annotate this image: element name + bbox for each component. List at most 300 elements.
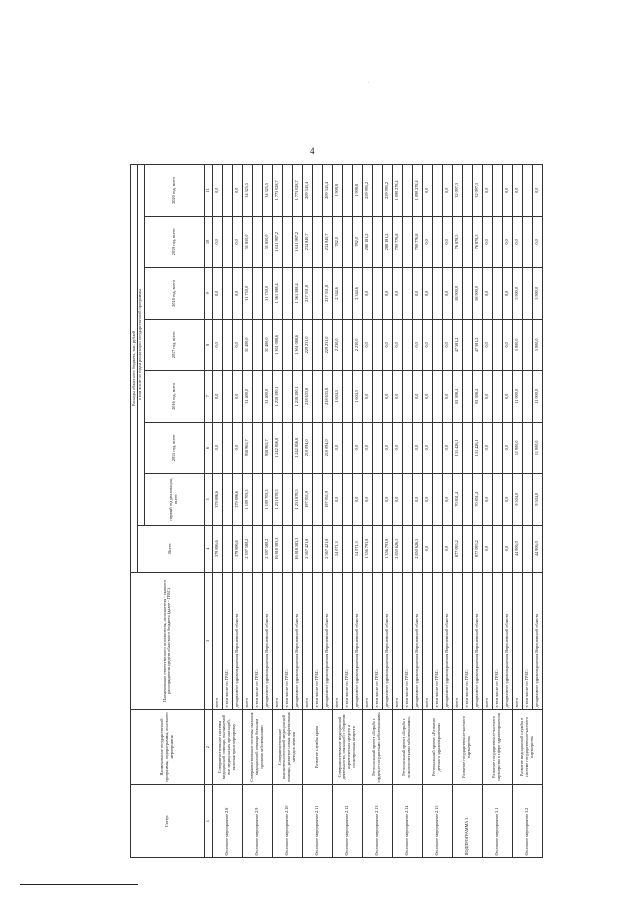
row-source: в том числе по ГРБС:: [402, 572, 412, 709]
amount-cell: 0,0: [382, 319, 392, 370]
amount-cell: 234 940,7: [322, 216, 332, 267]
amount-cell: [372, 268, 382, 319]
amount-cell: 0,0: [232, 422, 242, 473]
row-program-name: Региональный проект «Борьба с сердечно-сосудистыми заболеваниями»: [362, 710, 392, 785]
amount-cell: 218 633,8: [322, 371, 332, 422]
amount-cell: 2 397 580,2: [242, 525, 252, 572]
amount-cell: 0,0: [382, 474, 392, 525]
row-source: всего: [422, 572, 432, 709]
amount-cell: 0,0: [482, 165, 492, 217]
amount-cell: [402, 268, 412, 319]
amount-cell: 31 400,0: [242, 319, 252, 370]
amount-cell: [312, 422, 322, 473]
amount-cell: 1 218 590,1: [292, 371, 302, 422]
amount-cell: [402, 216, 412, 267]
amount-cell: 379 896,6: [212, 474, 222, 525]
amount-cell: [522, 268, 532, 319]
amount-cell: 0,0: [412, 474, 422, 525]
rotated-table-frame: [130, 164, 539, 858]
amount-cell: 44 906,0: [532, 525, 542, 572]
table-row: [392, 165, 402, 858]
amount-cell: 288 181,2: [382, 216, 392, 267]
row-source: департамент здравоохранения Воронежской области: [322, 572, 332, 709]
header-name: Наименование государственной программы, подпрограммы, основного мероприятия: [131, 710, 205, 785]
amount-cell: 70 851,4: [472, 474, 482, 525]
row-status: Основное мероприятие 2.12: [332, 785, 362, 858]
amount-cell: 11 900,0: [512, 422, 522, 473]
amount-cell: 9 504,0: [532, 474, 542, 525]
amount-cell: [222, 525, 232, 572]
amount-cell: [282, 216, 292, 267]
header-row-1: [131, 165, 138, 858]
amount-cell: 1 251 878,5: [292, 474, 302, 525]
amount-cell: 197 951,9: [302, 474, 312, 525]
amount-cell: 81 308,4: [472, 371, 482, 422]
amount-cell: [222, 268, 232, 319]
amount-cell: 2 230,0: [352, 319, 362, 370]
amount-cell: 0,0: [412, 319, 422, 370]
amount-cell: 1 908,8: [332, 165, 342, 217]
amount-cell: 0,0: [502, 216, 512, 267]
amount-cell: 0,0: [482, 216, 492, 267]
amount-cell: 237 331,8: [302, 268, 312, 319]
amount-cell: [312, 319, 322, 370]
amount-cell: 31 850,0: [242, 216, 252, 267]
amount-cell: [282, 319, 292, 370]
amount-cell: 47 381,2: [472, 319, 482, 370]
amount-cell: 234 940,7: [302, 216, 312, 267]
amount-cell: 131 426,1: [452, 422, 462, 473]
amount-cell: [252, 319, 262, 370]
amount-cell: 0,0: [422, 268, 432, 319]
footer-rule: [20, 884, 138, 885]
amount-cell: 0,0: [232, 165, 242, 217]
amount-cell: [342, 165, 352, 217]
amount-cell: [432, 165, 442, 217]
amount-cell: 70 851,4: [452, 474, 462, 525]
amount-cell: [522, 525, 532, 572]
amount-cell: [492, 165, 502, 217]
amount-cell: 877 095,2: [472, 525, 482, 572]
row-source: в том числе по ГРБС:: [522, 572, 532, 709]
amount-cell: 2 397 580,2: [262, 525, 272, 572]
amount-cell: 0,0: [212, 422, 222, 473]
amount-cell: 0,0: [392, 371, 402, 422]
amount-cell: [342, 216, 352, 267]
amount-cell: 0,0: [442, 268, 452, 319]
row-program-name: Развитие медицинской службы в системе государственно-частного партнерства: [512, 710, 542, 785]
amount-cell: 210 094,0: [302, 422, 312, 473]
amount-cell: 0,0: [442, 474, 452, 525]
row-source: департамент здравоохранения Воронежской области: [232, 572, 242, 709]
amount-cell: [252, 216, 262, 267]
amount-cell: 1 773 028,7: [292, 165, 302, 217]
amount-cell: 0,0: [392, 319, 402, 370]
amount-cell: 1 611 987,2: [292, 216, 302, 267]
amount-cell: 0,0: [532, 165, 542, 217]
amount-cell: [432, 319, 442, 370]
amount-cell: [492, 319, 502, 370]
amount-cell: [282, 474, 292, 525]
table-row: [512, 165, 522, 858]
amount-cell: [462, 216, 472, 267]
amount-cell: 209 345,4: [322, 165, 332, 217]
column-number: 2: [204, 710, 212, 785]
amount-cell: 11 900,0: [532, 422, 542, 473]
header-year: первый год реализации, всего: [144, 474, 204, 525]
row-program-name: Региональный проект «Борьба с онкологическими заболеваниями»: [392, 710, 422, 785]
amount-cell: [432, 525, 442, 572]
amount-cell: [372, 422, 382, 473]
row-source: всего: [212, 572, 222, 709]
amount-cell: 1 604,5: [352, 371, 362, 422]
amount-cell: 2 230,0: [332, 319, 342, 370]
amount-cell: [312, 525, 322, 572]
amount-cell: [342, 474, 352, 525]
amount-cell: 0,0: [442, 216, 452, 267]
amount-cell: 210 094,0: [322, 422, 332, 473]
amount-cell: 1 604,5: [332, 371, 342, 422]
table-row: [212, 165, 222, 858]
header-total: Всего: [137, 525, 204, 572]
amount-cell: [342, 371, 352, 422]
amount-cell: [252, 371, 262, 422]
column-number: 4: [204, 525, 212, 572]
row-program-name: Совершенствование системы оказания медицинской помощи больным прочими заболеваниями: [242, 710, 272, 785]
amount-cell: [522, 216, 532, 267]
amount-cell: 31 750,0: [242, 268, 252, 319]
row-source: в том числе по ГРБС:: [492, 572, 502, 709]
amount-cell: 0,0: [232, 319, 242, 370]
amount-cell: 0,0: [362, 268, 372, 319]
amount-cell: 0,0: [212, 165, 222, 217]
column-number: 9: [204, 268, 212, 319]
amount-cell: 0,0: [482, 525, 492, 572]
header-year: 2019 год, всего: [144, 216, 204, 267]
amount-cell: 58 900,0: [472, 268, 482, 319]
amount-cell: 0,0: [382, 371, 392, 422]
amount-cell: 9 504,0: [512, 474, 522, 525]
amount-cell: [312, 268, 322, 319]
amount-cell: 31 400,0: [242, 371, 252, 422]
amount-cell: [282, 525, 292, 572]
column-number: 1: [204, 785, 212, 858]
amount-cell: 218 633,8: [302, 371, 312, 422]
amount-cell: [312, 165, 322, 217]
row-source: департамент здравоохранения Воронежской области: [262, 572, 272, 709]
row-status: Основное мероприятие 2.9: [242, 785, 272, 858]
amount-cell: [222, 371, 232, 422]
header-year: 2018 год, всего: [144, 268, 204, 319]
amount-cell: 0,0: [422, 422, 432, 473]
page-number: 4: [310, 146, 315, 156]
amount-cell: 0,0: [482, 268, 492, 319]
amount-cell: 131 426,1: [472, 422, 482, 473]
amount-cell: [222, 319, 232, 370]
amount-cell: [492, 216, 502, 267]
row-status: Основное мероприятие 3.2: [512, 785, 542, 858]
amount-cell: 0,0: [442, 319, 452, 370]
amount-cell: 0,0: [362, 474, 372, 525]
table-row: [242, 165, 252, 858]
amount-cell: 288 181,2: [362, 216, 372, 267]
amount-cell: [252, 268, 262, 319]
amount-cell: 81 308,4: [452, 371, 462, 422]
amount-cell: [402, 422, 412, 473]
amount-cell: 0,0: [362, 422, 372, 473]
row-source: всего: [302, 572, 312, 709]
row-source: всего: [332, 572, 342, 709]
amount-cell: 0,0: [212, 216, 222, 267]
header-source: Наименование ответственного исполнителя, исполнителя - главного распорядителя средств областного бюджета (далее - ГРБС): [131, 572, 205, 709]
row-source: в том числе по ГРБС:: [222, 572, 232, 709]
amount-cell: [462, 268, 472, 319]
amount-cell: 58 900,0: [452, 268, 462, 319]
amount-cell: 16 818 383,3: [292, 525, 302, 572]
column-number-row: [204, 165, 212, 858]
amount-cell: 259 995,2: [362, 165, 372, 217]
row-source: всего: [482, 572, 492, 709]
amount-cell: 0,0: [232, 216, 242, 267]
amount-cell: [252, 474, 262, 525]
row-source: в том числе по ГРБС:: [462, 572, 472, 709]
amount-cell: 16 818 383,3: [272, 525, 282, 572]
row-program-name: Развитие службы крови: [302, 710, 332, 785]
amount-cell: 1 356 793,8: [362, 525, 372, 572]
amount-cell: [312, 371, 322, 422]
amount-cell: [372, 319, 382, 370]
amount-cell: 259 995,2: [382, 165, 392, 217]
row-program-name: Развитие государственно-частного партнерства: [452, 710, 482, 785]
amount-cell: 782,0: [352, 216, 362, 267]
amount-cell: 5 900,0: [512, 268, 522, 319]
amount-cell: 5 900,0: [532, 268, 542, 319]
amount-cell: 1 242 856,8: [272, 422, 282, 473]
row-status: Основное мероприятие 3.1: [482, 785, 512, 858]
amount-cell: 5 900,0: [512, 319, 522, 370]
amount-cell: 31 400,0: [262, 371, 272, 422]
row-source: всего: [242, 572, 252, 709]
amount-cell: 1 090 278,4: [412, 165, 422, 217]
amount-cell: 0,0: [502, 165, 512, 217]
amount-cell: 0,0: [332, 474, 342, 525]
amount-cell: [432, 474, 442, 525]
amount-cell: 0,0: [502, 422, 512, 473]
amount-cell: 1 773 028,7: [272, 165, 282, 217]
amount-cell: [342, 319, 352, 370]
amount-cell: [492, 474, 502, 525]
row-source: департамент здравоохранения Воронежской области: [502, 572, 512, 709]
amount-cell: 14 071,3: [332, 525, 342, 572]
amount-cell: 0,0: [232, 371, 242, 422]
row-source: всего: [512, 572, 522, 709]
row-program-name: Совершенствование системы медицинской помощи, оказываемой вне медицинских организаций, включая транспортировку: [212, 710, 242, 785]
amount-cell: 32 097,3: [472, 165, 482, 217]
amount-cell: [462, 319, 472, 370]
amount-cell: [372, 371, 382, 422]
amount-cell: 5 900,0: [532, 319, 542, 370]
table-row: [272, 165, 282, 858]
row-status: Основное мероприятие 2.11: [302, 785, 332, 858]
amount-cell: 1 242 856,8: [292, 422, 302, 473]
amount-cell: 0,0: [212, 319, 222, 370]
row-source: департамент здравоохранения Воронежской области: [382, 572, 392, 709]
amount-cell: 0,0: [412, 422, 422, 473]
amount-cell: 47 381,2: [452, 319, 462, 370]
amount-cell: 0,0: [442, 525, 452, 572]
amount-cell: [282, 165, 292, 217]
amount-cell: 0,0: [212, 268, 222, 319]
table-body: [212, 165, 542, 858]
amount-cell: 31 400,0: [262, 319, 272, 370]
amount-cell: 790 776,8: [392, 216, 402, 267]
amount-cell: [252, 525, 262, 572]
table-row: [362, 165, 372, 858]
amount-cell: [372, 525, 382, 572]
header-status: Статус: [131, 785, 205, 858]
rotated-table-area: [130, 164, 539, 858]
amount-cell: [402, 319, 412, 370]
row-source: в том числе по ГРБС:: [312, 572, 322, 709]
row-source: в том числе по ГРБС:: [342, 572, 352, 709]
row-source: департамент здравоохранения Воронежской области: [472, 572, 482, 709]
amount-cell: 0,0: [382, 422, 392, 473]
amount-cell: 197 951,9: [322, 474, 332, 525]
row-status: Основное мероприятие 2.15: [422, 785, 452, 858]
header-year: 2020 год, всего: [144, 165, 204, 217]
amount-cell: 76 878,5: [472, 216, 482, 267]
amount-cell: [342, 422, 352, 473]
column-number: 5: [204, 474, 212, 525]
amount-cell: 0,0: [352, 474, 362, 525]
amount-cell: 0,0: [502, 371, 512, 422]
row-status: Основное мероприятие 2.10: [272, 785, 302, 858]
amount-cell: 0,0: [442, 371, 452, 422]
amount-cell: 0,0: [382, 268, 392, 319]
amount-cell: 0,0: [412, 268, 422, 319]
amount-cell: 209 345,4: [302, 165, 312, 217]
amount-cell: 229 231,0: [322, 319, 332, 370]
amount-cell: [342, 268, 352, 319]
amount-cell: [462, 474, 472, 525]
amount-cell: 32 097,3: [452, 165, 462, 217]
amount-cell: 31 750,0: [262, 268, 272, 319]
amount-cell: 379 896,6: [212, 525, 222, 572]
amount-cell: [522, 371, 532, 422]
amount-cell: [492, 268, 502, 319]
amount-cell: [522, 474, 532, 525]
amount-cell: [402, 474, 412, 525]
amount-cell: [222, 474, 232, 525]
amount-cell: 0,0: [532, 216, 542, 267]
amount-cell: 76 878,5: [452, 216, 462, 267]
amount-cell: 1 561 388,4: [292, 268, 302, 319]
row-status: ПОДПРОГРАММА 3: [452, 785, 482, 858]
table-row: [332, 165, 342, 858]
row-status: Основное мероприятие 2.8: [212, 785, 242, 858]
amount-cell: 0,0: [392, 474, 402, 525]
table-row: [452, 165, 462, 858]
row-source: департамент здравоохранения Воронежской области: [292, 572, 302, 709]
amount-cell: 0,0: [232, 268, 242, 319]
column-number: 6: [204, 422, 212, 473]
table-row: [422, 165, 432, 858]
amount-cell: 1 218 590,1: [272, 371, 282, 422]
amount-cell: 790 776,8: [412, 216, 422, 267]
amount-cell: 0,0: [392, 422, 402, 473]
amount-cell: [252, 422, 262, 473]
amount-cell: [522, 319, 532, 370]
row-source: департамент здравоохранения Воронежской области: [442, 572, 452, 709]
amount-cell: 14 071,3: [352, 525, 362, 572]
amount-cell: [222, 422, 232, 473]
amount-cell: [282, 371, 292, 422]
amount-cell: 0,0: [352, 422, 362, 473]
amount-cell: 1 908,8: [352, 165, 362, 217]
amount-cell: 0,0: [502, 525, 512, 572]
column-number: 3: [204, 572, 212, 709]
amount-cell: 2 567 421,8: [322, 525, 332, 572]
row-source: всего: [392, 572, 402, 709]
amount-cell: 0,0: [482, 319, 492, 370]
row-program-name: Совершенствование медицинской деятельности, связанной с оборотом наркотических средств и психотропных веществ: [332, 710, 362, 785]
amount-cell: [342, 525, 352, 572]
amount-cell: [462, 525, 472, 572]
row-program-name: Развитие государственно-частного партнерства в сфере здравоохранения: [482, 710, 512, 785]
amount-cell: 0,0: [482, 474, 492, 525]
row-source: в том числе по ГРБС:: [252, 572, 262, 709]
amount-cell: 0,0: [502, 319, 512, 370]
amount-cell: 0,0: [412, 371, 422, 422]
column-number: 10: [204, 216, 212, 267]
amount-cell: [402, 371, 412, 422]
column-number: 11: [204, 165, 212, 217]
amount-cell: 0,0: [422, 165, 432, 217]
amount-cell: [492, 422, 502, 473]
amount-cell: [432, 371, 442, 422]
table-row: [482, 165, 492, 858]
amount-cell: 0,0: [442, 165, 452, 217]
amount-cell: [402, 165, 412, 217]
column-number: 8: [204, 319, 212, 370]
amount-cell: 229 231,0: [302, 319, 312, 370]
amount-cell: [372, 165, 382, 217]
amount-cell: 0,0: [512, 165, 522, 217]
amount-cell: [432, 268, 442, 319]
amount-cell: 1 109 703,3: [262, 474, 272, 525]
row-source: в том числе по ГРБС:: [282, 572, 292, 709]
amount-cell: 2 567 421,8: [302, 525, 312, 572]
amount-cell: 1 251 878,5: [272, 474, 282, 525]
row-source: всего: [272, 572, 282, 709]
amount-cell: 1 361 088,6: [292, 319, 302, 370]
amount-cell: 0,0: [502, 268, 512, 319]
amount-cell: 0,0: [502, 474, 512, 525]
amount-cell: [222, 165, 232, 217]
amount-cell: 1 361 088,6: [272, 319, 282, 370]
amount-cell: [402, 525, 412, 572]
amount-cell: [522, 165, 532, 217]
header-expenses-group: Расходы областного бюджета, тыс. рублей: [131, 165, 138, 573]
amount-cell: [432, 216, 442, 267]
budget-table: [130, 164, 543, 858]
amount-cell: [282, 268, 292, 319]
amount-cell: 1 561 388,4: [272, 268, 282, 319]
amount-cell: [462, 165, 472, 217]
amount-cell: 2 850 626,5: [412, 525, 422, 572]
amount-cell: 2 344,6: [332, 268, 342, 319]
amount-cell: 0,0: [482, 422, 492, 473]
